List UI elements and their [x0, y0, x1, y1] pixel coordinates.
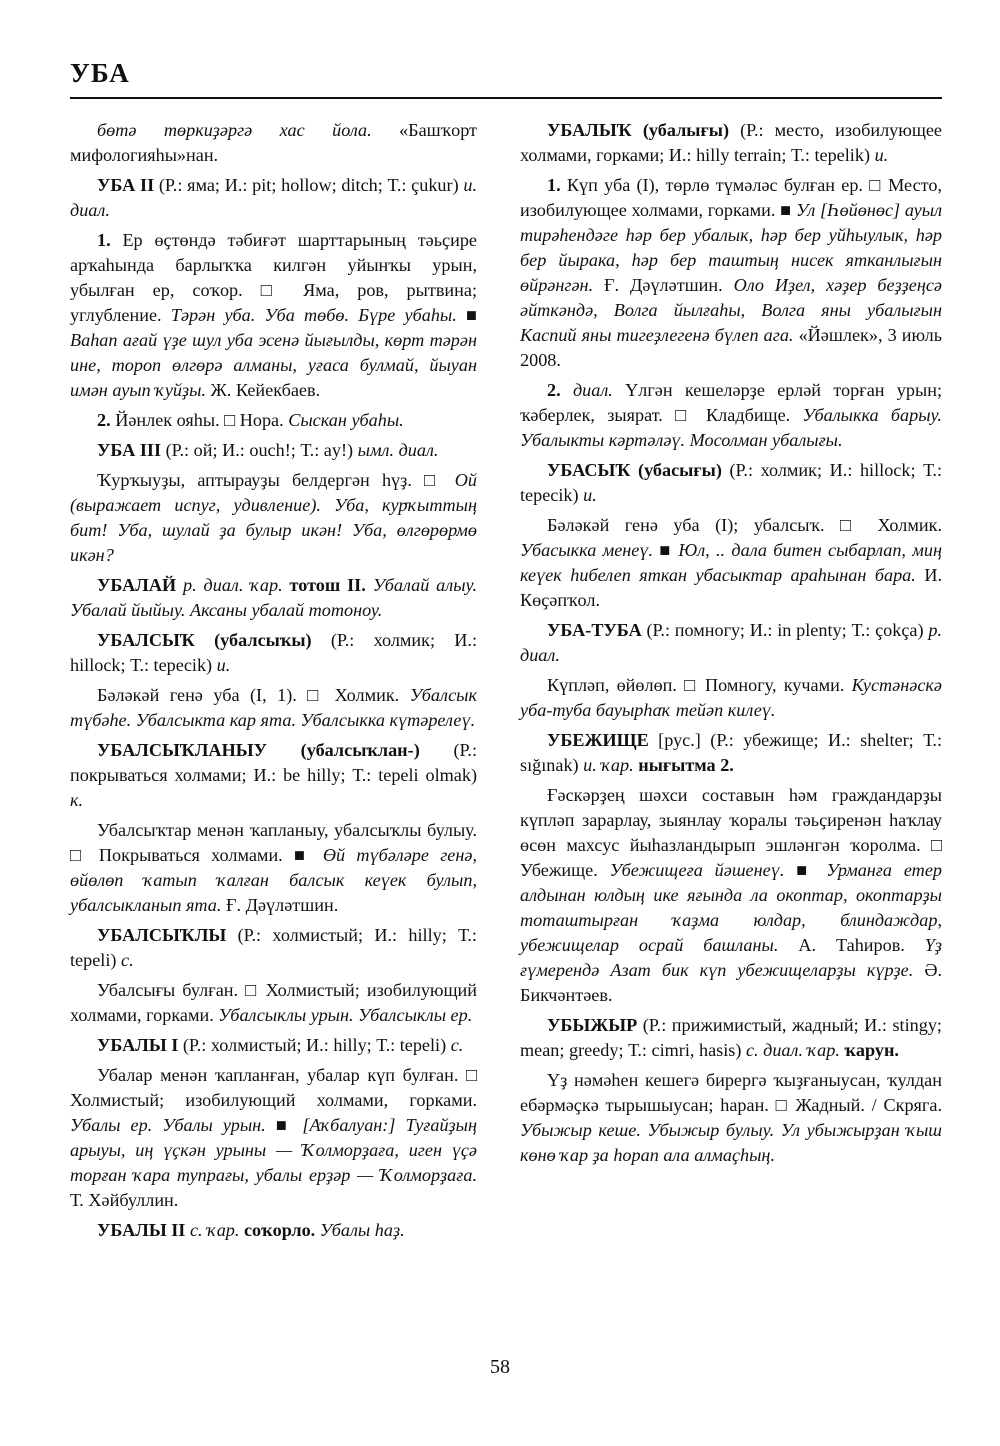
- dictionary-paragraph: [70, 1033, 477, 1058]
- body-text: (Р.: холмик; И.: hillock; Т.: tepecik): [520, 460, 943, 505]
- italic-text: Убежищеға йәшенеү.: [609, 860, 797, 880]
- italic-text: р. диал.: [520, 620, 942, 665]
- italic-text: Ваһап ағай үҙе шул уба эсенә йығылды, көрт тәрән ине, тороп өлгөрә алманы, уғаса булмай, йыуан имән ауып ҡуйҙы.: [70, 330, 477, 400]
- body-text: [рус.] (Р.: убежище; И.: shelter; Т.: sığınak): [520, 730, 942, 775]
- body-text: (Р.: покрываться холмами; И.: be hilly; Т.: tepeli olmak): [70, 740, 477, 785]
- italic-text: Ул [Һөйөнөс] ауыл тирәһендәге һәр бер убалык, һәр бер уйһыулык, һәр бер йырака, һәр бер таштың нисек ятканлығын өйрәнгән.: [520, 200, 942, 295]
- dictionary-paragraph: [70, 438, 477, 463]
- dictionary-paragraph: [520, 1013, 942, 1063]
- body-text: Ғ. Дәүләтшин.: [225, 895, 339, 915]
- body-text: Ғ. Дәүләтшин.: [604, 275, 734, 295]
- headword-text: тотош II.: [289, 575, 373, 595]
- dictionary-paragraph: [70, 738, 477, 813]
- body-text: А. Таһиров.: [798, 935, 925, 955]
- italic-text: Ой (выражает испуг, удивление). Уба, курҡыттың бит! Уба, шулай ҙа булыр икән! Уба, өлгөрөрмө икән?: [70, 470, 477, 565]
- right-column: [520, 118, 942, 1173]
- italic-text: с. диал. ҡар.: [745, 1040, 845, 1060]
- body-text: И. Көҫәпҡол.: [520, 565, 942, 610]
- dictionary-paragraph: [520, 1068, 942, 1168]
- headword-text: 2.: [97, 410, 116, 430]
- dictionary-paragraph: [520, 513, 942, 613]
- italic-text: Убалы һаҙ.: [319, 1220, 405, 1240]
- headword-text: УБАЛЫҠ (убалығы): [547, 120, 741, 140]
- italic-text: Убалыкка барыу. Убалыкты кәртәләү. Мосолман убалығы.: [520, 405, 942, 450]
- body-text: «Йәшлек», 3 июль 2008.: [520, 325, 943, 370]
- headword-text: нығытма 2.: [638, 755, 734, 775]
- body-text: Ж. Кейекбаев.: [210, 380, 321, 400]
- italic-text: с. ҡар.: [189, 1220, 244, 1240]
- body-text: Т. Хәйбуллин.: [70, 1190, 179, 1210]
- italic-text: Убалсыклы урын. Убалсыклы ер.: [218, 1005, 473, 1025]
- header-rule: [70, 97, 942, 99]
- body-text: Бәләкәй генә уба (I, 1). □ Холмик.: [97, 685, 410, 705]
- italic-text: Убалай алыу. Убалай йыйыу. Аксаны убалай тотоноу.: [70, 575, 477, 620]
- headword-text: 2.: [547, 380, 573, 400]
- headword-text: УБАЛСЫҠЛЫ: [97, 925, 238, 945]
- body-text: (Р.: яма; И.: pit; hollow; ditch; Т.: çukur): [158, 175, 464, 195]
- dictionary-paragraph: [70, 628, 477, 678]
- body-text: (Р.: прижимистый, жадный; И.: stingy; mean; greedy; Т.: cimri, hasis): [520, 1015, 942, 1060]
- body-text: Ҡурҡыуҙы, аптырауҙы белдергән һүҙ. □: [97, 470, 455, 490]
- italic-text: Сыскан убаһы.: [288, 410, 404, 430]
- headword-text: УБАЛСЫҠ (убалсыҡы): [97, 630, 331, 650]
- body-text: Ғәскәрҙең шәхси составын һәм граждандарҙы күпләп зарарлау, зыянлау ҡоралы тәьҫиренән һаҡлау өсөн махсус йыһазландырып эшләнгән ҡоролма. □ Убежище.: [520, 785, 942, 880]
- italic-text: Убыжыр кеше. Убыжыр булыу. Ул убыжырҙан ҡыш көнө ҡар ҙа һорап ала алмаҫһың.: [520, 1120, 942, 1165]
- dictionary-paragraph: [70, 978, 477, 1028]
- body-text: (Р.: холмистый; И.: hilly; Т.: tepeli): [182, 1035, 451, 1055]
- body-text: Убалар менән ҡапланған, убалар күп булған. □ Холмистый; изобилующий холмами, горками.: [70, 1065, 477, 1110]
- body-text: ■: [796, 860, 827, 880]
- body-text: ■: [466, 305, 478, 325]
- body-text: Күп уба (I), төрлө түмәләс булған ер. □ Место, изобилующее холмами, горками. ■: [520, 175, 943, 220]
- dictionary-paragraph: [70, 118, 477, 168]
- body-text: Бәләкәй генә уба (I); убалсыҡ. □ Холмик.: [547, 515, 942, 535]
- body-text: (Р.: помногу; И.: in plenty; Т.: çokça): [646, 620, 929, 640]
- italic-text: с.: [450, 1035, 464, 1055]
- dictionary-paragraph: [520, 378, 942, 453]
- dictionary-paragraph: [70, 923, 477, 973]
- body-text: ■: [275, 1115, 303, 1135]
- body-text: (Р.: холмик; И.: hillock; Т.: tepecik): [70, 630, 477, 675]
- body-text: Күпләп, өйөлөп. □ Помногу, кучами.: [547, 675, 852, 695]
- italic-text: Тәрән уба. Уба төбө. Бүре убаһы.: [170, 305, 467, 325]
- italic-text: и. ҡар.: [583, 755, 639, 775]
- body-text: (Р.: холмистый; И.: hilly; Т.: tepeli): [70, 925, 477, 970]
- headword-text: ҡарун.: [844, 1040, 899, 1060]
- headword-text: УБАЛЫ II: [97, 1220, 190, 1240]
- headword-text: соҡорло.: [243, 1220, 320, 1240]
- italic-text: Үҙ ғүмерендә Азат бик күп убежищеларҙы күрҙе.: [520, 935, 943, 980]
- headword-text: УБА II: [97, 175, 159, 195]
- dictionary-paragraph: [70, 228, 477, 403]
- italic-text: Өй түбәләре генә, өйөлөп ҡатып ҡалған балсык кеүек булып, убалсыкланып ята.: [70, 845, 477, 915]
- body-text: Үҙ нәмәһен кешегә бирергә ҡыҙғаныусан, ҡулдан ебәрмәҫкә тырышыусан; һаран. □ Жадный. / Скряга.: [520, 1070, 942, 1115]
- italic-text: Кустәнәскә уба-туба бауырһаҡ тейәп килеү.: [520, 675, 942, 720]
- body-text: «Башҡорт мифологияһы»нан.: [70, 120, 477, 165]
- italic-text: и.: [583, 485, 597, 505]
- italic-text: и. диал.: [70, 175, 477, 220]
- body-text: (Р.: ой; И.: ouch!; Т.: ay!): [165, 440, 358, 460]
- dictionary-paragraph: [70, 468, 477, 568]
- headword-text: УБЕЖИЩЕ: [547, 730, 659, 750]
- italic-text: Юл, .. дала битен сыбарлап, миң кеүек һибелеп яткан убасыктар араһынан бара.: [520, 540, 942, 585]
- italic-text: ымл. диал.: [357, 440, 439, 460]
- body-text: Үлгән кешеләрҙе ерләй торған урын; ҡәберлек, зыярат. □ Кладбище.: [520, 380, 943, 425]
- italic-text: диал.: [572, 380, 626, 400]
- dictionary-paragraph: [520, 118, 942, 168]
- headword-text: УБА III: [97, 440, 166, 460]
- headword-text: 1.: [547, 175, 567, 195]
- italic-text: Убасыкка менеү.: [520, 540, 660, 560]
- body-text: Ә. Бикчәнтәев.: [520, 960, 942, 1005]
- italic-text: к.: [70, 790, 84, 810]
- headword-text: УБАСЫҠ (убасығы): [547, 460, 730, 480]
- dictionary-paragraph: [70, 1218, 477, 1243]
- headword-text: УБАЛЫ I: [97, 1035, 183, 1055]
- italic-text: Урманға етер алдынан юлдың ике яғында ла окоптар, окоптарҙы тоташтырған ҡаҙма юлдар, блиндаждар, убежищелар осрай башланы.: [520, 860, 942, 955]
- italic-text: Убалы ер. Убалы урын.: [70, 1115, 276, 1135]
- dictionary-paragraph: [520, 173, 942, 373]
- dictionary-paragraph: [520, 673, 942, 723]
- running-head: УБА: [70, 58, 130, 88]
- body-text: Йәнлек ояһы. □ Нора.: [115, 410, 289, 430]
- dictionary-paragraph: [70, 173, 477, 223]
- headword-text: УБА-ТУБА: [547, 620, 647, 640]
- dictionary-paragraph: [70, 1063, 477, 1213]
- dictionary-paragraph: [520, 728, 942, 778]
- italic-text: с.: [121, 950, 134, 970]
- headword-text: УБАЛСЫҠЛАНЫУ (убалсыҡлан-): [97, 740, 454, 760]
- dictionary-paragraph: [70, 408, 477, 433]
- headword-text: УБЫЖЫР: [547, 1015, 643, 1035]
- dictionary-paragraph: [520, 783, 942, 1008]
- italic-text: Убалсык түбәһе. Убалсыкта кар ята. Убалсыкка күтәрелеү.: [70, 685, 477, 730]
- italic-text: бөтә төркиҙәргә хас йола.: [97, 120, 400, 140]
- italic-text: и.: [216, 655, 231, 675]
- italic-text: р. диал. ҡар.: [183, 575, 290, 595]
- body-text: (Р.: место, изобилующее холмами, горками; И.: hilly terrain; Т.: tepelik): [520, 120, 942, 165]
- page-number: 58: [490, 1356, 510, 1378]
- italic-text: [Аҡбалуан:] Туғайҙың арыуы, иң үҫкән урыны — Ҡолморҙаға, иген үҫә торған ҡара тупрағы, убалы ерҙәр — Ҡолморҙаға.: [70, 1115, 477, 1185]
- headword-text: 1.: [97, 230, 123, 250]
- headword-text: УБАЛАЙ: [97, 575, 183, 595]
- body-text: ■: [659, 540, 679, 560]
- dictionary-paragraph: [70, 573, 477, 623]
- body-text: Убалсығы булған. □ Холмистый; изобилующий холмами, горками.: [70, 980, 477, 1025]
- dictionary-paragraph: [70, 818, 477, 918]
- body-text: Ер өҫтөндә тәбиғәт шарттарының тәьҫире арҡаһында барлыҡҡа килгән уйынҡы урын, убылған ер, соҡор. □ Яма, ров, рытвина; углубление.: [70, 230, 477, 325]
- page-header: [70, 58, 942, 99]
- left-column: [70, 118, 477, 1248]
- italic-text: Оло Иҙел, хәҙер беҙҙеңсә әйткәндә, Волга йылғаһы, Волга яны убалығын Каспий яны тигеҙлегенә бүлеп ага.: [520, 275, 943, 345]
- body-text: Убалсыҡтар менән ҡапланыу, убалсыҡлы булыу. □ Покрываться холмами. ■: [70, 820, 477, 865]
- dictionary-paragraph: [520, 618, 942, 668]
- italic-text: и.: [874, 145, 889, 165]
- dictionary-paragraph: [70, 683, 477, 733]
- dictionary-paragraph: [520, 458, 942, 508]
